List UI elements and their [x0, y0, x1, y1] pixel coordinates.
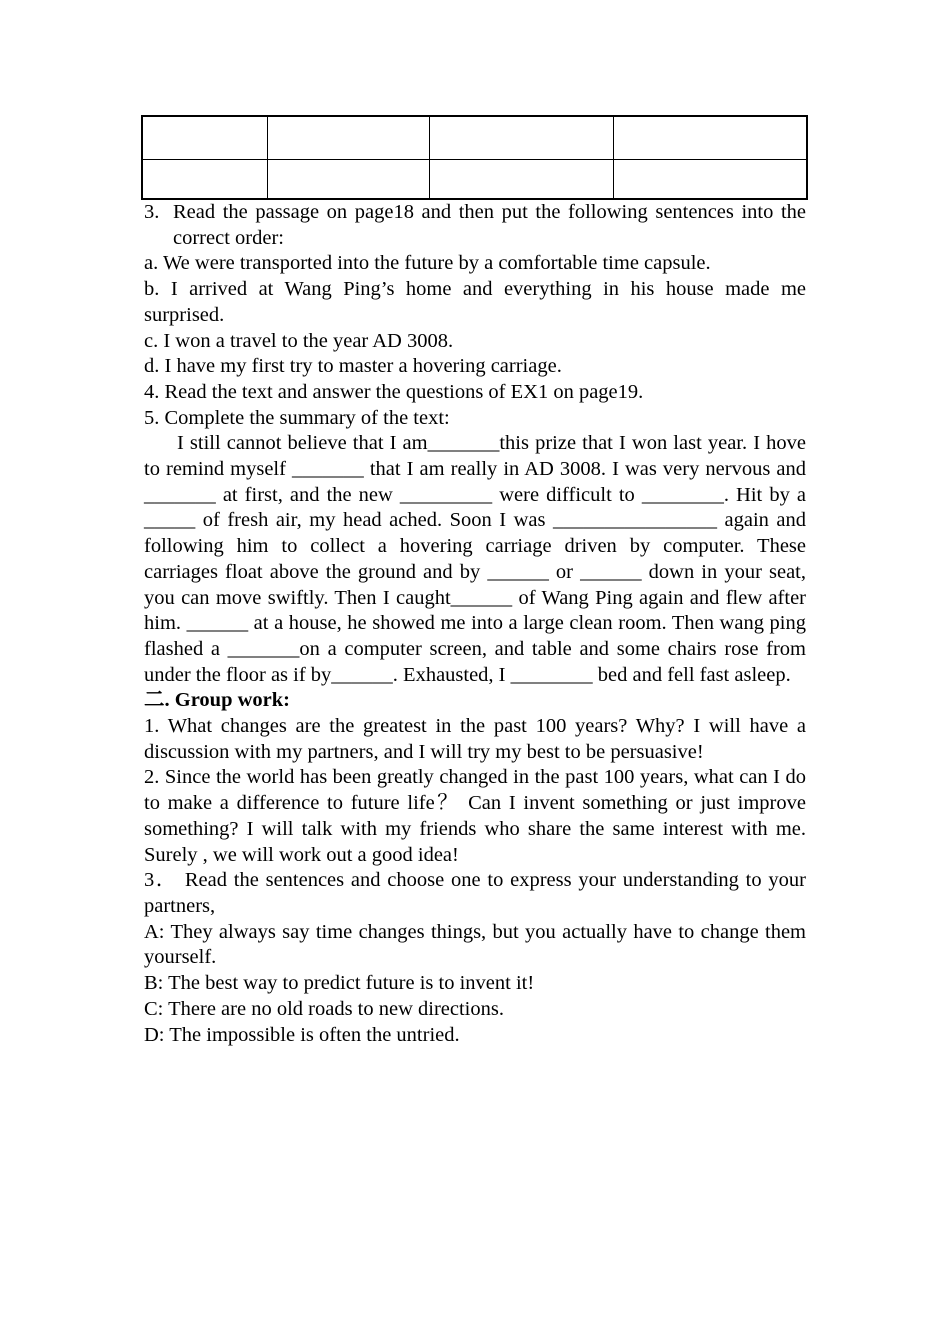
table-cell[interactable] — [142, 116, 267, 160]
sentence-b: b. I arrived at Wang Ping’s home and everything in his house made me surprised. — [144, 278, 806, 326]
section-heading: 二. Group work: — [144, 689, 290, 712]
item-number: 3. — [144, 201, 160, 223]
table-cell[interactable] — [429, 116, 613, 160]
option-b: B: The best way to predict future is to invent it! — [144, 972, 535, 995]
item-5: 5. Complete the summary of the text: — [144, 406, 450, 429]
option-a: A: They always say time changes things, but you actually have to change them yourself. — [144, 920, 806, 969]
document-body — [144, 200, 806, 1048]
table-row — [142, 116, 807, 160]
option-d: D: The impossible is often the untried. — [144, 1023, 460, 1046]
sentence-d: d. I have my first try to master a hovering carriage. — [144, 355, 562, 378]
table-cell[interactable] — [613, 116, 807, 160]
table-cell[interactable] — [267, 116, 429, 160]
option-c: C: There are no old roads to new directions. — [144, 997, 504, 1020]
item-4: 4. Read the text and answer the questions of EX1 on page19. — [144, 380, 644, 403]
item-3 — [144, 200, 806, 251]
group-item-3: 3． Read the sentences and choose one to express your understanding to your partners, — [144, 869, 806, 917]
table-cell[interactable] — [429, 160, 613, 200]
answer-table — [141, 115, 808, 200]
item-text: Read the passage on page18 and then put the following sentences into the correct order: — [173, 201, 806, 249]
sentence-c: c. I won a travel to the year AD 3008. — [144, 329, 454, 352]
table-cell[interactable] — [142, 160, 267, 200]
table-row — [142, 160, 807, 200]
sentence-a: a. We were transported into the future by a comfortable time capsule. — [144, 252, 711, 275]
table-cell[interactable] — [613, 160, 807, 200]
group-item-2: 2. Since the world has been greatly changed in the past 100 years, what can I do to make a difference to future life？ Can I invent something or just improve something? I will talk with my friends who share the same interest with me. Surely , we will work out a good idea! — [144, 766, 806, 866]
group-item-1: 1. What changes are the greatest in the past 100 years? Why? I will have a discussion with my partners, and I will try my best to be persuasive! — [144, 715, 806, 763]
summary-paragraph: I still cannot believe that I am_______this prize that I won last year. I hove to remind myself _______ that I am really in AD 3008. I was very nervous and _______ at first, and the new _________ were difficult to ________. Hit by a _____ of fresh air, my head ached. Soon I was ________________ again and following him to collect a hovering carriage driven by computer. These carriages float above the ground and by ______ or ______ down in your seat, you can move swiftly. Then I caught______ of Wang Ping again and flew after him. ______ at a house, he showed me into a large clean room. Then wang ping flashed a _______on a computer screen, and table and some chairs rose from under the floor as if by______. Exhausted, I ________ bed and fell fast asleep. — [144, 432, 806, 686]
table-cell[interactable] — [267, 160, 429, 200]
